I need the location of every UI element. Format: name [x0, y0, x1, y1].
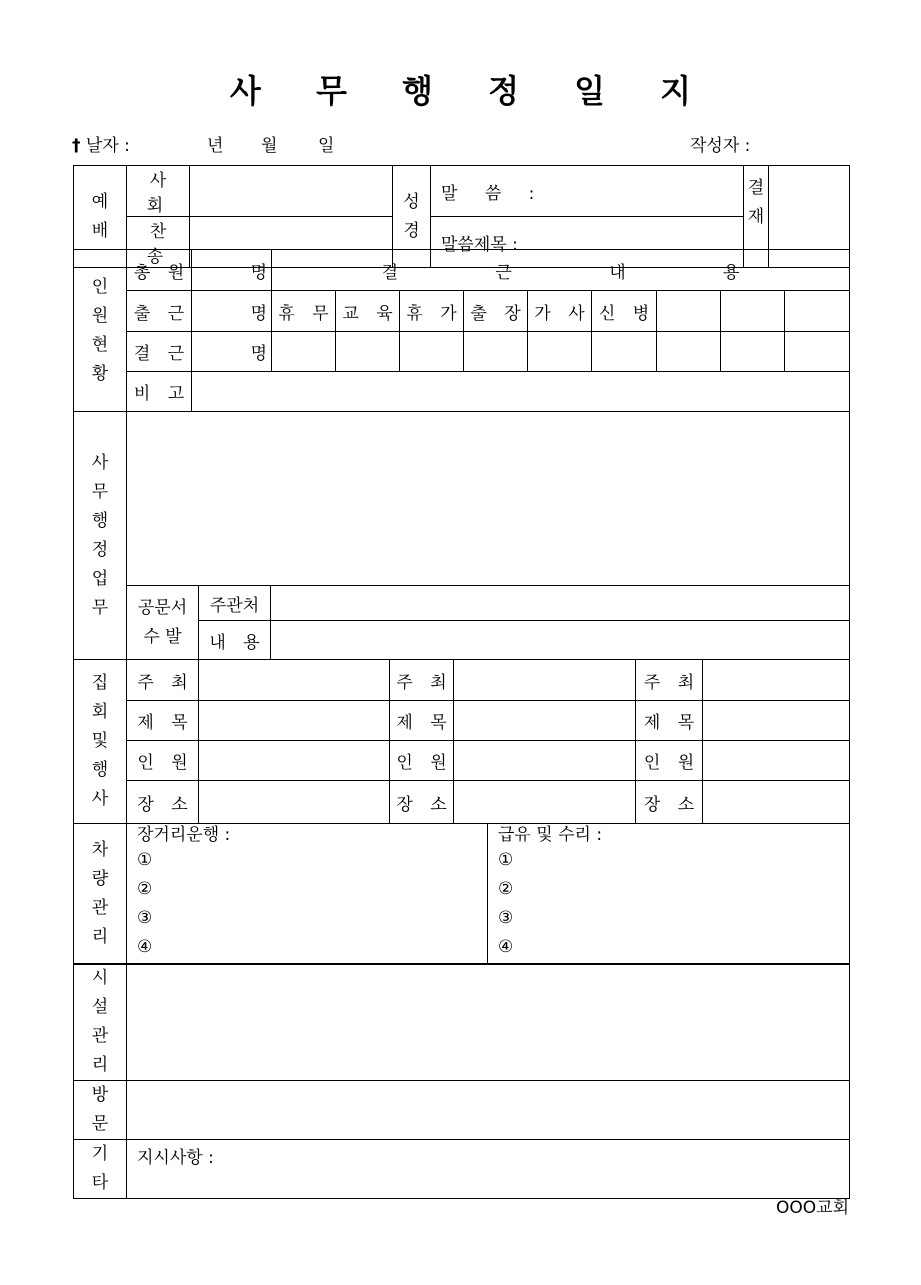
content-label: 내 용: [199, 621, 271, 660]
misc-table: [73, 963, 850, 1199]
attendees-field[interactable]: [454, 741, 636, 781]
long-distance-label: 장거리운행 :: [137, 825, 231, 845]
event-title-field[interactable]: [703, 701, 850, 741]
attendees-label: 인 원: [390, 741, 454, 781]
present-unit: 명: [192, 291, 272, 332]
list-item: ①: [137, 850, 153, 870]
event-title-label: 제 목: [390, 701, 454, 741]
visit-section-label: 방 문: [74, 1081, 127, 1140]
fuel-repair-field[interactable]: [488, 824, 850, 965]
reason-blank-2[interactable]: [721, 291, 785, 332]
authority-label: 주관처: [199, 586, 271, 621]
event-title-label: 제 목: [127, 701, 199, 741]
reason-business-trip: 출 장: [464, 291, 528, 332]
date-label: 날자 :: [85, 136, 130, 156]
page-title: 사 무 행 정 일 지: [229, 72, 714, 110]
venue-label: 장 소: [636, 781, 703, 824]
authority-field[interactable]: [271, 586, 850, 621]
host-org-label: 주 최: [636, 660, 703, 701]
host-org-label: 주 최: [390, 660, 454, 701]
church-name: OOO교회: [776, 1198, 849, 1218]
remark-field[interactable]: [192, 372, 850, 412]
sermon-label: 말 씀 :: [431, 166, 744, 217]
venue-label: 장 소: [390, 781, 454, 824]
visit-field[interactable]: [127, 1081, 850, 1140]
absent-cell[interactable]: [528, 332, 592, 372]
etc-section-label: 기 타: [74, 1140, 127, 1199]
content-field[interactable]: [271, 621, 850, 660]
absence-detail-header: 결 근 내 용: [272, 250, 850, 291]
absent-cell[interactable]: [657, 332, 721, 372]
day-label: 일: [318, 136, 335, 156]
official-docs-label: 공문서 수 발: [127, 586, 199, 660]
host-org-label: 주 최: [127, 660, 199, 701]
list-item: ③: [498, 908, 514, 928]
list-item: ①: [498, 850, 514, 870]
reason-vacation: 휴 가: [400, 291, 464, 332]
attendees-label: 인 원: [636, 741, 703, 781]
vehicle-table: [73, 823, 850, 965]
absent-cell[interactable]: [721, 332, 785, 372]
list-item: ④: [498, 937, 514, 957]
date-row: [72, 131, 130, 156]
absent-cell[interactable]: [336, 332, 400, 372]
list-item: ③: [137, 908, 153, 928]
venue-field[interactable]: [199, 781, 390, 824]
approval-label: 결 재: [744, 166, 769, 268]
total-unit: 명: [192, 250, 272, 291]
absent-cell[interactable]: [785, 332, 850, 372]
facility-field[interactable]: [127, 964, 850, 1081]
year-label: 년: [207, 136, 224, 156]
facility-section-label: 시 설 관 리: [74, 964, 127, 1081]
attendees-field[interactable]: [199, 741, 390, 781]
host-org-field[interactable]: [703, 660, 850, 701]
host-org-field[interactable]: [454, 660, 636, 701]
sermon-title-label: 말씀제목 :: [431, 217, 744, 268]
list-item: ④: [137, 937, 153, 957]
remark-label: 비 고: [127, 372, 192, 412]
admin-section-label: 사 무 행 정 업 무: [74, 412, 127, 660]
event-title-label: 제 목: [636, 701, 703, 741]
attendees-label: 인 원: [127, 741, 199, 781]
long-distance-field[interactable]: [127, 824, 488, 965]
host-org-field[interactable]: [199, 660, 390, 701]
scripture-label: 성 경: [393, 166, 431, 268]
events-table: [73, 659, 850, 824]
absent-cell[interactable]: [400, 332, 464, 372]
list-item: ②: [498, 879, 514, 899]
host-label: 사 회: [127, 166, 190, 217]
reason-training: 교 육: [336, 291, 400, 332]
absent-cell[interactable]: [272, 332, 336, 372]
fuel-repair-label: 급유 및 수리 :: [498, 825, 603, 845]
instructions-field[interactable]: [127, 1140, 850, 1199]
author-label: 작성자 :: [690, 136, 751, 156]
absent-cell[interactable]: [592, 332, 657, 372]
cross-icon: †: [72, 136, 81, 156]
reason-day-off: 휴 무: [272, 291, 336, 332]
attendees-field[interactable]: [703, 741, 850, 781]
worship-section-label: 예 배: [74, 166, 127, 268]
admin-table: [73, 411, 850, 660]
staff-table: [73, 249, 850, 412]
absent-unit: 명: [192, 332, 272, 372]
present-label: 출 근: [127, 291, 192, 332]
events-section-label: 집 회 및 행 사: [74, 660, 127, 824]
event-title-field[interactable]: [454, 701, 636, 741]
instructions-label: 지시사항 :: [137, 1148, 214, 1168]
reason-sick: 신 병: [592, 291, 657, 332]
host-field[interactable]: [190, 166, 393, 217]
venue-field[interactable]: [454, 781, 636, 824]
absent-cell[interactable]: [464, 332, 528, 372]
absent-label: 결 근: [127, 332, 192, 372]
total-label: 총 원: [127, 250, 192, 291]
reason-blank-3[interactable]: [785, 291, 850, 332]
vehicle-section-label: 차 량 관 리: [74, 824, 127, 965]
reason-family: 가 사: [528, 291, 592, 332]
list-item: ②: [137, 879, 153, 899]
staff-section-label: 인 원 현 황: [74, 250, 127, 412]
venue-label: 장 소: [127, 781, 199, 824]
month-label: 월: [261, 136, 278, 156]
reason-blank-1[interactable]: [657, 291, 721, 332]
event-title-field[interactable]: [199, 701, 390, 741]
venue-field[interactable]: [703, 781, 850, 824]
admin-content-field[interactable]: [127, 412, 850, 586]
hymn-label: 찬 송: [127, 217, 190, 268]
